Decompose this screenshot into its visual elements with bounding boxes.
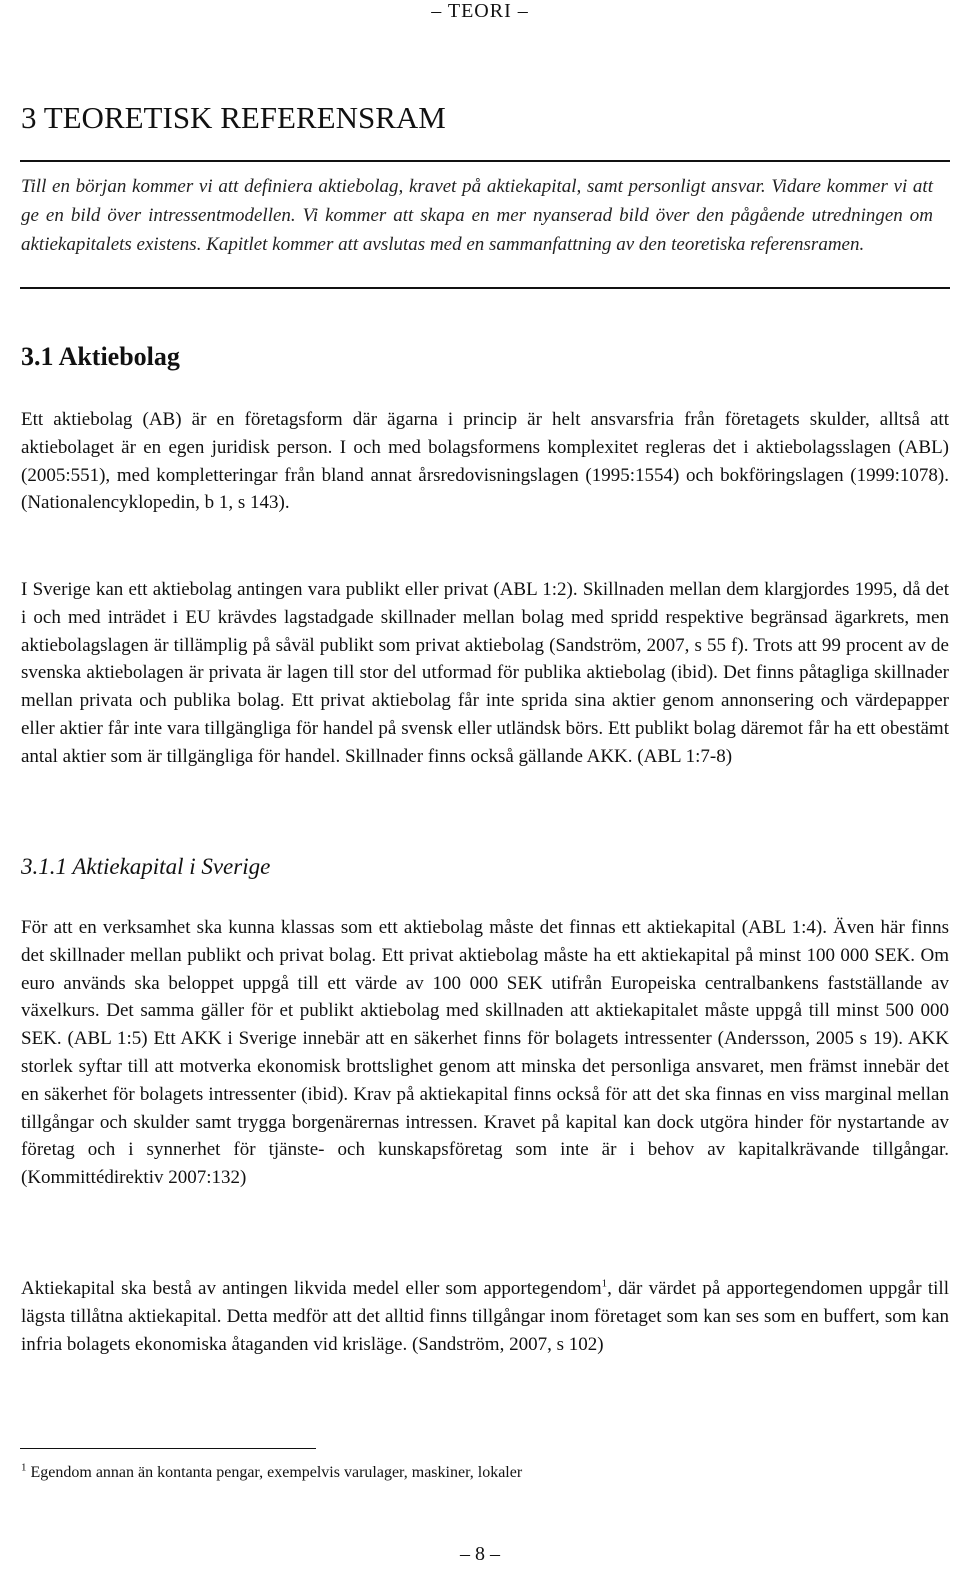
footnote xyxy=(21,1462,522,1484)
intro-bottom-rule xyxy=(20,287,950,289)
paragraph-text-start: Aktiekapital ska bestå av antingen likvida medel eller som apportegendom xyxy=(21,1278,602,1299)
section-3-1-paragraph-1: Ett aktiebolag (AB) är en företagsform där ägarna i princip är helt ansvarsfria från företagets skulder, alltså att aktiebolaget är en egen juridisk person. I och med bolagsformens komplexitet regleras det i aktiebolagsslagen (ABL) (2005:551), med kompletteringar från bland annat årsredovisningslagen (1995:1554) och bokföringslagen (1999:1078). (Nationalencyklopedin, b 1, s 143). xyxy=(21,409,949,514)
intro-top-rule xyxy=(20,160,950,162)
chapter-title: 3 TEORETISK REFERENSRAM xyxy=(21,100,446,135)
paragraph-text-end: , där värdet på apportegendomen uppgår till lägsta tillåtna aktiekapital. Detta medför att det alltid finns tillgångar inom företaget som kan ses som en buffert, som kan infria bolagets ekonomiska åtaganden vid krisläge. (Sandström, 2007, s 102) xyxy=(21,1278,949,1355)
section-3-1-paragraph-2: I Sverige kan ett aktiebolag antingen vara publikt eller privat (ABL 1:2). Skillnaden mellan dem klargjordes 1995, då det i och med inträdet i EU krävdes lagstadgade skillnader mellan bolag med spridd respektive begränsad ägarkrets, men aktiebolagslagen är tillämplig på såväl publikt som privat aktiebolag (Sandström, 2007, s 55 f). Trots att 99 procent av de svenska aktiebolagen är privata är lagen till stor del utformad för publika aktiebolag (ibid). Det finns påtagliga skillnader mellan privata och publika bolag. Ett privat aktiebolag får inte sprida sina aktier genom annonsering och värdepapper eller aktier får inte vara tillgängliga för handel på svensk eller utländsk börs. Ett publikt bolag däremot får ha ett obestämt antal aktier som är tillgängliga för handel. Skillnader finns också gällande AKK. (ABL 1:7-8) xyxy=(21,579,949,767)
section-3-1-1-paragraph-1: För att en verksamhet ska kunna klassas som ett aktiebolag måste det finnas ett aktiekapital (ABL 1:4). Även här finns det skillnader mellan publikt och privat bolag. Ett privat aktiebolag måste ha ett aktiekapital på minst 100 000 SEK. Om euro används ska beloppet uppgå till ett värde av 100 000 SEK utifrån Europeiska centralbankens fastställande av växelkurs. Det samma gäller för et publikt aktiebolag med skillnaden att aktiekapitalet måste uppgå till minst 500 000 SEK. (ABL 1:5) Ett AKK i Sverige innebär att en säkerhet finns för bolagets intressenter (Andersson, 2005 s 19). AKK storlek syftar till att motverka ekonomisk brottslighet genom att minska det personliga ansvaret, men främst innebär det en säkerhet för bolagets intressenter (ibid). Krav på aktiekapital finns också för att det ska finnas en viss marginal mellan tillgångar och skulder samt trygga borgenärernas intressen. Kravet på kapital kan dock utgöra hinder för nystartande av företag och i synnerhet för tjänste- och kunskapsföretag som inte är i behov av kapitalkrävande tillgångar. (Kommittédirektiv 2007:132) xyxy=(21,917,949,1189)
running-header: – TEORI – xyxy=(431,0,529,22)
subsection-heading-3-1-1: 3.1.1 Aktiekapital i Sverige xyxy=(21,854,271,879)
section-heading-3-1: 3.1 Aktiebolag xyxy=(21,342,180,371)
chapter-intro: Till en början kommer vi att definiera aktiebolag, kravet på aktiekapital, samt personligt ansvar. Vidare kommer vi att ge en bild över intressentmodellen. Vi kommer att skapa en mer nyanserad bild över den pågående utredningen om aktiekapitalets existens. Kapitlet kommer att avslutas med en sammanfattning av den teoretiska referensramen. xyxy=(21,176,933,255)
footnote-text: Egendom annan än kontanta pengar, exempelvis varulager, maskiner, lokaler xyxy=(26,1464,523,1481)
footnote-marker: 1 xyxy=(21,1461,27,1474)
section-3-1-1-paragraph-2 xyxy=(21,1275,949,1358)
footnote-separator xyxy=(20,1448,316,1449)
page-number: – 8 – xyxy=(460,1543,500,1565)
footnote-reference[interactable]: 1 xyxy=(601,1277,608,1290)
